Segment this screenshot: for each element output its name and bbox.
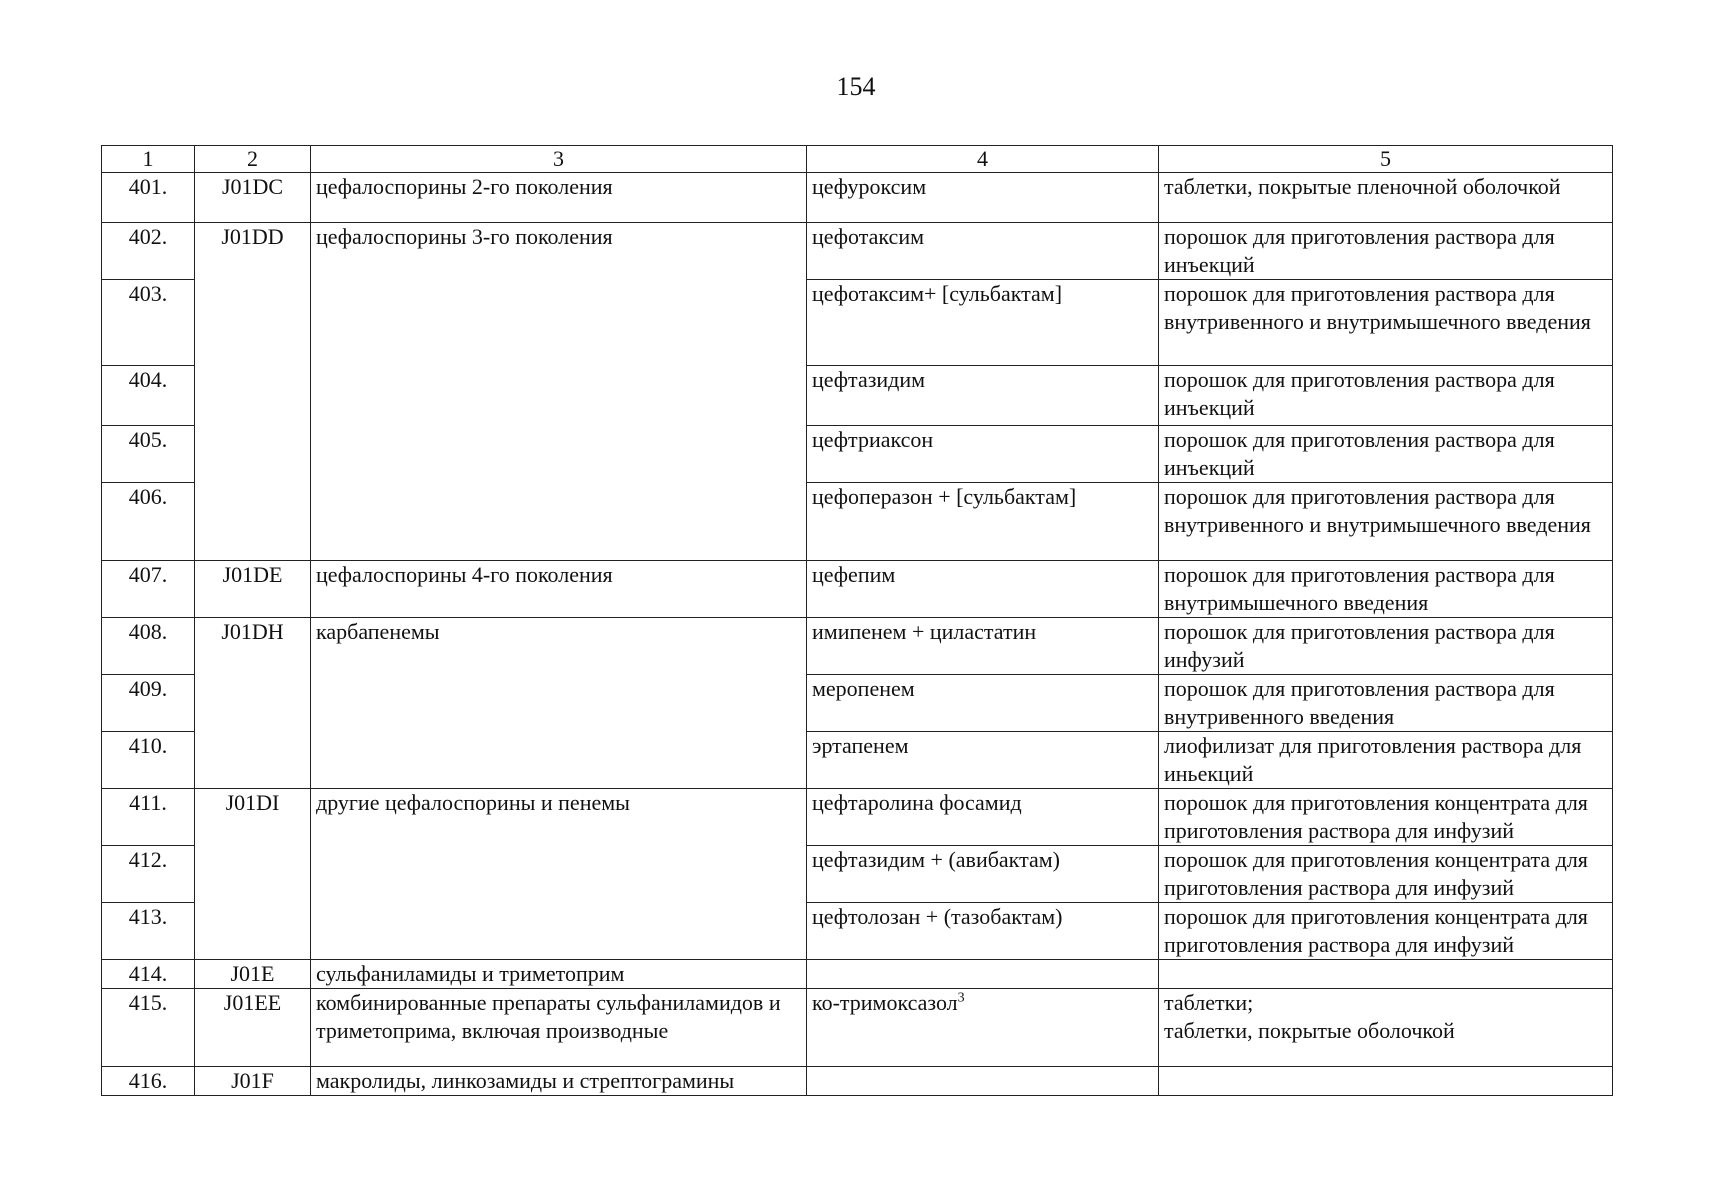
row-number: 414. [102,960,195,989]
drug-name [807,280,1159,366]
drug-name-text: эртапенем [812,733,909,758]
dosage-form: лиофилизат для приготовления раствора для иньекций [1159,732,1613,789]
drug-name-text: цефепим [812,562,896,587]
row-number: 407. [102,561,195,618]
dosage-form: порошок для приготовления концентрата для приготовления раствора для инфузий [1159,903,1613,960]
row-number: 404. [102,366,195,426]
row-number: 402. [102,223,195,280]
drug-name [807,173,1159,223]
row-number: 412. [102,846,195,903]
drug-name-text: меропенем [812,676,915,701]
atc-code: J01EE [195,989,311,1067]
group-name: сульфаниламиды и триметоприм [311,960,807,989]
row-number: 406. [102,483,195,561]
table-row [102,173,1613,223]
drug-name-text: цефтазидим + (авибактам) [812,847,1060,872]
column-header-3: 3 [311,146,807,173]
dosage-form: порошок для приготовления раствора для внутримышечного введения [1159,561,1613,618]
row-number: 409. [102,675,195,732]
row-number: 405. [102,426,195,483]
dosage-form: порошок для приготовления раствора для внутривенного введения [1159,675,1613,732]
drug-name-text: цефтолозан + (тазобактам) [812,904,1063,929]
drug-name [807,366,1159,426]
column-header-4: 4 [807,146,1159,173]
drug-name [807,903,1159,960]
column-header-2: 2 [195,146,311,173]
row-number: 403. [102,280,195,366]
drug-name-text: цефоперазон + [сульбактам] [812,484,1077,509]
group-name: другие цефалоспорины и пенемы [311,789,807,960]
drug-name [807,1067,1159,1096]
drug-name-text: цефтаролина фосамид [812,790,1022,815]
row-number: 401. [102,173,195,223]
atc-code: J01DE [195,561,311,618]
column-header-1: 1 [102,146,195,173]
group-name: карбапенемы [311,618,807,789]
row-number: 408. [102,618,195,675]
drug-name [807,483,1159,561]
drug-name [807,989,1159,1067]
drug-name-text: ко-тримоксазол [812,990,958,1015]
dosage-form: порошок для приготовления раствора для внутривенного и внутримышечного введения [1159,280,1613,366]
table-row [102,789,1613,846]
group-name: макролиды, линкозамиды и стрептограмины [311,1067,807,1096]
dosage-form: порошок для приготовления концентрата для приготовления раствора для инфузий [1159,789,1613,846]
drug-name-text: цефтазидим [812,367,926,392]
drug-name [807,732,1159,789]
group-name: цефалоспорины 2-го поколения [311,173,807,223]
table-row [102,989,1613,1067]
dosage-form: порошок для приготовления раствора для инъекций [1159,223,1613,280]
group-name: цефалоспорины 4-го поколения [311,561,807,618]
atc-code: J01DD [195,223,311,561]
drug-name-text: цефотаксим+ [сульбактам] [812,281,1063,306]
drug-name [807,789,1159,846]
dosage-form: таблетки, покрытые пленочной оболочкой [1159,173,1613,223]
dosage-form: порошок для приготовления раствора для инъекций [1159,426,1613,483]
row-number: 410. [102,732,195,789]
drug-name-text: цефуроксим [812,174,927,199]
dosage-form: порошок для приготовления раствора для инъекций [1159,366,1613,426]
column-header-5: 5 [1159,146,1613,173]
page-number: 154 [836,72,876,101]
drug-name [807,223,1159,280]
row-number: 416. [102,1067,195,1096]
table-row [102,1067,1613,1096]
atc-code: J01DH [195,618,311,789]
table-row [102,561,1613,618]
dosage-form: таблетки; таблетки, покрытые оболочкой [1159,989,1613,1067]
drug-name [807,675,1159,732]
group-name: комбинированные препараты сульфаниламидов и триметоприма, включая производные [311,989,807,1067]
drug-name-text: имипенем + циластатин [812,619,1037,644]
drug-name [807,846,1159,903]
row-number: 411. [102,789,195,846]
drug-name [807,960,1159,989]
dosage-form [1159,1067,1613,1096]
footnote-marker: 3 [957,990,965,1006]
atc-code: J01DI [195,789,311,960]
table-row [102,223,1613,280]
atc-code: J01E [195,960,311,989]
table-row [102,618,1613,675]
drug-name-text: цефтриаксон [812,427,934,452]
row-number: 413. [102,903,195,960]
dosage-form: порошок для приготовления раствора для инфузий [1159,618,1613,675]
drug-table [101,145,1613,1096]
dosage-form: порошок для приготовления раствора для внутривенного и внутримышечного введения [1159,483,1613,561]
dosage-form [1159,960,1613,989]
column-header-row [102,146,1613,173]
drug-name [807,618,1159,675]
atc-code: J01DC [195,173,311,223]
table-row [102,960,1613,989]
drug-name [807,426,1159,483]
atc-code: J01F [195,1067,311,1096]
group-name: цефалоспорины 3-го поколения [311,223,807,561]
drug-name [807,561,1159,618]
row-number: 415. [102,989,195,1067]
dosage-form: порошок для приготовления концентрата для приготовления раствора для инфузий [1159,846,1613,903]
drug-name-text: цефотаксим [812,224,925,249]
